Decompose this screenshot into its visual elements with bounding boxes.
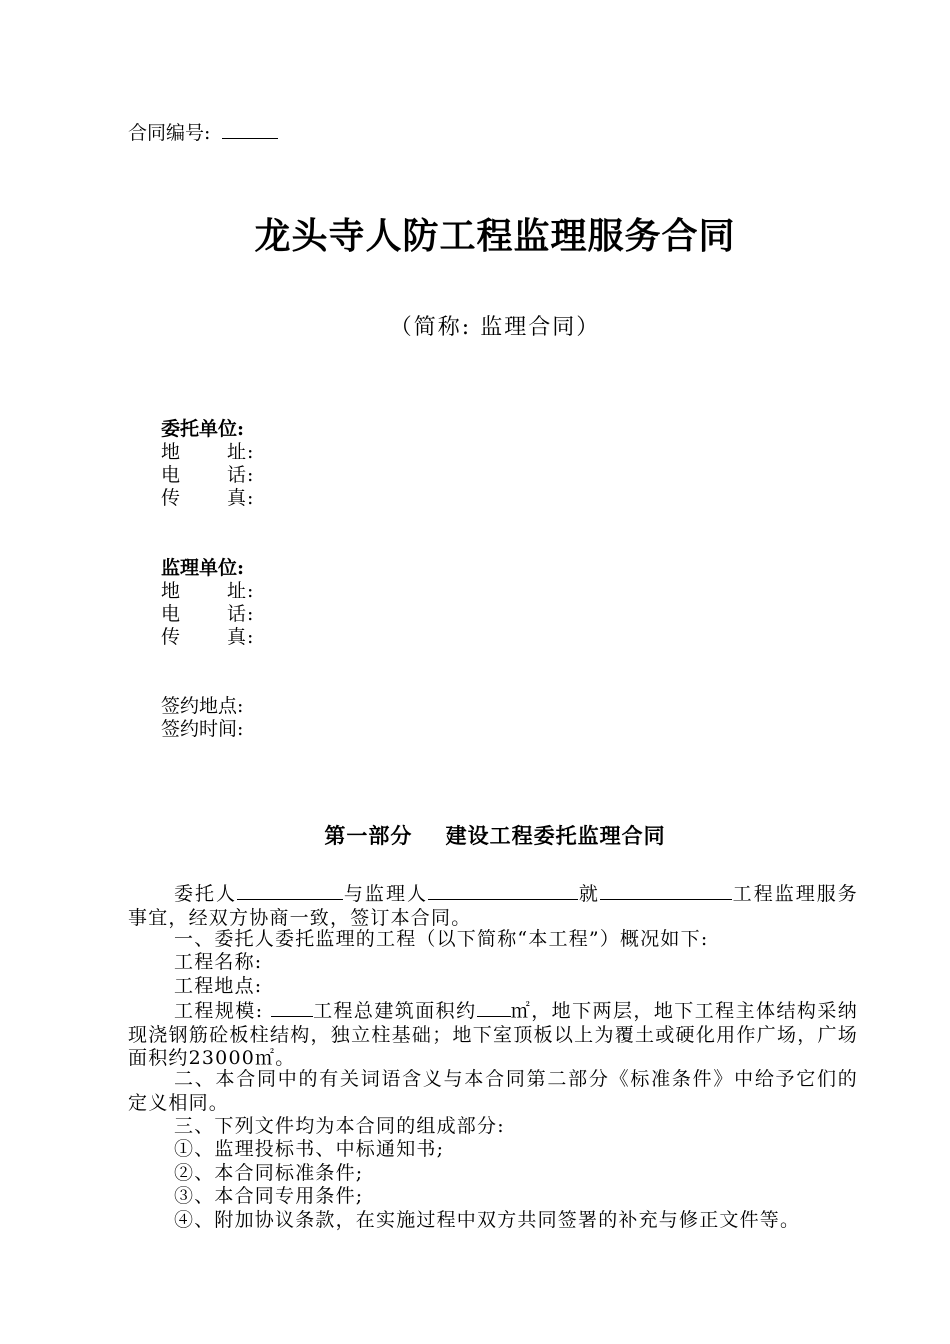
scale-text-3: ㎡，地下两层，地下工程主体结构采纳现浇钢筋砼板柱结构，独立柱基础；地下室顶板以上为覆土或硬化用作广场，广场面积约23000㎡。 <box>128 1000 858 1069</box>
field-char: 话 <box>226 464 246 486</box>
section-3-item: ①、监理投标书、中标通知书; <box>174 1138 445 1160</box>
intro-text-2: 与监理人 <box>343 883 428 905</box>
field-char: 电 <box>161 464 181 486</box>
project-scale-paragraph <box>128 998 858 1071</box>
supervisor-fax-row <box>161 626 253 649</box>
project-location-label: 工程地点: <box>174 975 263 997</box>
client-name-blank <box>237 881 343 900</box>
intro-text-4: 工程监理服务事宜，经双方协商一致，签订本合同。 <box>128 883 858 929</box>
signing-block <box>161 695 243 741</box>
supervisor-address-row <box>161 580 253 603</box>
signing-place-label: 签约地点: <box>161 695 244 717</box>
project-name-label: 工程名称: <box>174 951 263 973</box>
project-name-blank <box>600 881 732 900</box>
field-char: 真 <box>226 487 246 509</box>
section-3-heading: 三、下列文件均为本合同的组成部分: <box>174 1115 505 1137</box>
field-colon: : <box>247 603 254 625</box>
field-char: 地 <box>161 441 181 463</box>
part-one-title: 第一部分 建设工程委托监理合同 <box>324 823 666 848</box>
client-fax-row <box>161 487 253 510</box>
area-blank <box>477 998 511 1017</box>
client-heading: 委托单位: <box>161 418 245 440</box>
contract-number-line <box>128 118 278 145</box>
client-address-row <box>161 441 253 464</box>
field-char: 址 <box>226 441 246 463</box>
field-colon: : <box>247 441 254 463</box>
supervisor-heading: 监理单位: <box>161 557 245 579</box>
field-char: 真 <box>226 626 246 648</box>
signing-time-label: 签约时间: <box>161 718 244 740</box>
field-char: 址 <box>226 580 246 602</box>
client-phone-row <box>161 464 253 487</box>
section-3-item: ②、本合同标准条件; <box>174 1162 364 1184</box>
field-char: 传 <box>161 626 181 648</box>
field-colon: : <box>247 487 254 509</box>
field-colon: : <box>247 464 254 486</box>
supervisor-phone-row <box>161 603 253 626</box>
field-char: 话 <box>226 603 246 625</box>
field-colon: : <box>247 626 254 648</box>
client-block <box>161 418 253 510</box>
scale-text-1: 工程规模: <box>174 1000 271 1022</box>
intro-text-3: 就 <box>578 883 600 905</box>
field-char: 地 <box>161 580 181 602</box>
document-title: 龙头寺人防工程监理服务合同 <box>254 215 736 257</box>
intro-text-1: 委托人 <box>174 883 238 905</box>
field-char: 传 <box>161 487 181 509</box>
field-colon: : <box>247 580 254 602</box>
supervisor-block <box>161 557 253 649</box>
contract-number-label: 合同编号: <box>128 122 211 144</box>
document-subtitle: （简称: 监理合同） <box>389 315 601 340</box>
contract-number-blank <box>222 121 278 139</box>
section-3-item: ④、附加协议条款，在实施过程中双方共同签署的补充与修正文件等。 <box>174 1209 801 1231</box>
section-3-item: ③、本合同专用条件; <box>174 1185 364 1207</box>
intro-paragraph <box>128 881 858 930</box>
section-1-heading: 一、委托人委托监理的工程（以下简称“本工程”）概况如下: <box>174 928 709 950</box>
field-char: 电 <box>161 603 181 625</box>
scale-blank-1 <box>271 998 313 1017</box>
section-2-paragraph: 二、本合同中的有关词语含义与本合同第二部分《标准条件》中给予它们的定义相同。 <box>128 1068 858 1114</box>
supervisor-name-blank <box>428 881 578 900</box>
scale-text-2: 工程总建筑面积约 <box>312 1000 477 1022</box>
